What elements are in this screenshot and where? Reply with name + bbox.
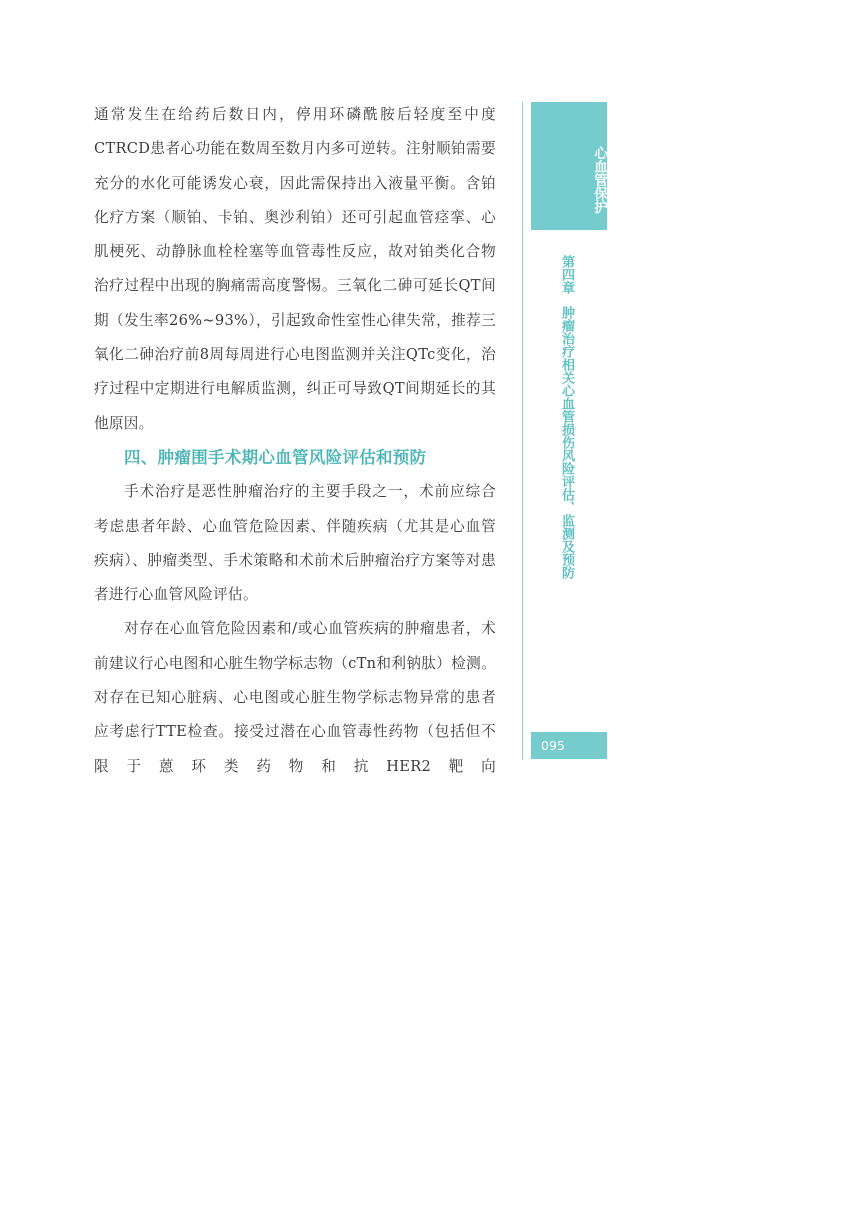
vertical-divider	[522, 102, 523, 760]
chapter-number: 第四章	[559, 255, 574, 294]
paragraph-chemo-toxicity: 通常发生在给药后数日内，停用环磷酰胺后轻度至中度CTRCD患者心功能在数周至数月内多可逆转。注射顺铂需要充分的水化可能诱发心衰，因此需保持出入液量平衡。含铂化疗方案（顺铂、卡铂、奥沙利铂）还可引起血管痉挛、心肌梗死、动静脉血栓栓塞等血管毒性反应，故对铂类化合物治疗过程中出现的胸痛需高度警惕。三氧化二砷可延长QT间期（发生率26%~93%），引起致命性室性心律失常，推荐三氧化二砷治疗前8周每周进行心电图监测并关注QTc变化，治疗过程中定期进行电解质监测，纠正可导致QT间期延长的其他原因。	[94, 106, 496, 432]
page-number-box	[531, 732, 607, 759]
section-heading: 四、肿瘤围手术期心血管风险评估和预防	[124, 447, 427, 467]
page-number: 095	[541, 738, 565, 753]
paragraph-surgery-risk: 手术治疗是恶性肿瘤治疗的主要手段之一，术前应综合考虑患者年龄、心血管危险因素、伴随疾病（尤其是心血管疾病）、肿瘤类型、手术策略和术前术后肿瘤治疗方案等对患者进行心血管风险评估。	[94, 483, 496, 604]
paragraph-preop-testing: 对存在心血管危险因素和/或心血管疾病的肿瘤患者，术前建议行心电图和心脏生物学标志物（cTn和利钠肽）检测。对存在已知心脏病、心电图或心脏生物学标志物异常的患者应考虑行TTE检查。接受过潜在心血管毒性药物（包括但不限于蒽环类药物和抗HER2靶向	[94, 620, 496, 775]
section-tab-label: 心血管保护	[591, 146, 607, 214]
section-tab	[531, 102, 607, 230]
body-text-column	[94, 98, 496, 784]
chapter-title: 肿瘤治疗相关心血管损伤风险评估、监测及预防	[559, 306, 574, 579]
chapter-title-vertical	[554, 255, 574, 625]
